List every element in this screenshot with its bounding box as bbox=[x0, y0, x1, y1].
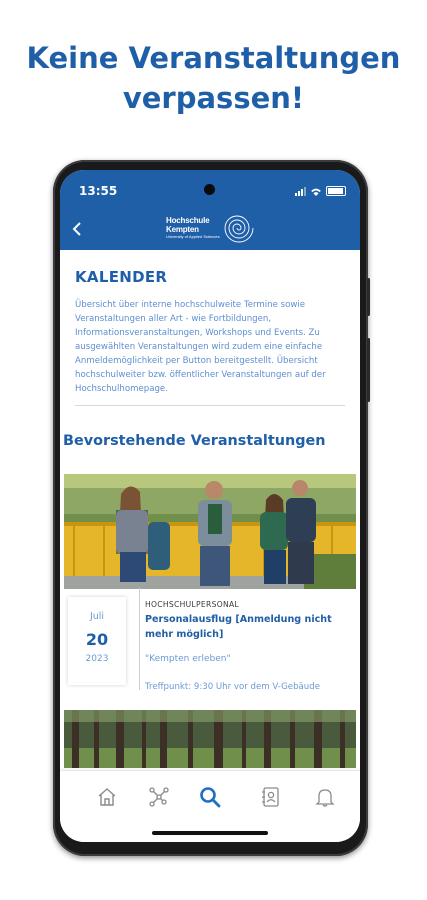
phone-side-button bbox=[367, 278, 370, 316]
promo-headline-line2: verpassen! bbox=[122, 81, 305, 115]
promo-headline-line1: Keine Veranstaltungen bbox=[26, 41, 401, 75]
event-title[interactable]: Personalausflug [Anmeldung nicht mehr möglich] bbox=[145, 614, 332, 640]
nav-search[interactable] bbox=[199, 786, 221, 808]
forest-photo bbox=[64, 710, 356, 768]
logo-line1: Hochschule bbox=[166, 216, 210, 225]
signal-icon bbox=[295, 187, 306, 196]
bell-icon bbox=[314, 786, 336, 808]
nav-notifications[interactable] bbox=[314, 786, 336, 808]
calendar-title: KALENDER bbox=[75, 268, 168, 286]
hochschule-kempten-logo bbox=[166, 212, 255, 244]
event-image[interactable] bbox=[64, 474, 356, 589]
nav-home[interactable] bbox=[96, 786, 118, 808]
event-separator bbox=[139, 588, 140, 690]
calendar-description: Übersicht über interne hochschulweite Termine sowie Veranstaltungen aller Art - wie Fortbildungen, Informationsveranstaltungen, Workshops und Events. Zu ausgewählten Veranstaltungen wird zudem eine einfache Anmeldemöglichkeit per Button bereitgestellt. Übersicht hochschulweiter bzw. öffentlicher Veranstaltungen auf der Hochschulhomepage. bbox=[75, 300, 326, 394]
event-category: HOCHSCHULPERSONAL bbox=[145, 600, 239, 609]
contacts-icon bbox=[260, 786, 282, 808]
event-date-card bbox=[68, 597, 126, 685]
logo-line2: Kempten bbox=[166, 225, 199, 234]
upcoming-events-title: Bevorstehende Veranstaltungen bbox=[63, 433, 326, 449]
next-event-image[interactable] bbox=[64, 710, 356, 768]
back-button[interactable] bbox=[72, 222, 82, 239]
event-year: 2023 bbox=[85, 654, 109, 664]
status-time: 13:55 bbox=[79, 184, 118, 198]
event-month: Juli bbox=[89, 611, 105, 622]
home-icon bbox=[96, 786, 118, 808]
promo-headline bbox=[0, 38, 427, 118]
logo-text bbox=[166, 216, 220, 240]
wifi-icon bbox=[310, 187, 322, 196]
hikers-photo bbox=[64, 474, 356, 589]
battery-icon bbox=[326, 186, 346, 196]
divider bbox=[75, 405, 345, 406]
logo-line3: University of Applied Sciences bbox=[166, 234, 220, 239]
nav-contacts[interactable] bbox=[260, 786, 282, 808]
app-header bbox=[60, 170, 360, 250]
event-meeting-point: Treffpunkt: 9:30 Uhr vor dem V-Gebäude bbox=[145, 682, 320, 692]
bottom-navigation bbox=[60, 770, 360, 842]
nav-network[interactable] bbox=[148, 786, 170, 808]
network-icon bbox=[148, 786, 170, 808]
chevron-left-icon bbox=[72, 222, 82, 236]
home-indicator[interactable] bbox=[152, 831, 268, 835]
logo-spiral-icon bbox=[223, 212, 255, 244]
status-icons bbox=[295, 186, 346, 196]
phone-screen bbox=[60, 170, 360, 842]
event-day: 20 bbox=[85, 630, 109, 649]
front-camera bbox=[204, 184, 215, 195]
search-icon bbox=[199, 786, 221, 808]
phone-volume-button bbox=[367, 338, 370, 402]
event-subtitle: "Kempten erleben" bbox=[145, 654, 231, 664]
